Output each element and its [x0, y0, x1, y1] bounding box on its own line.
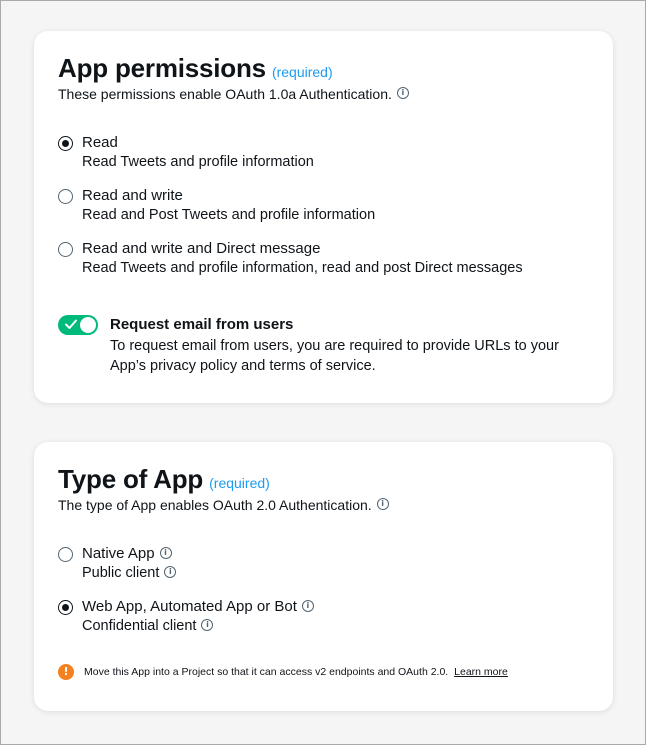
app-type-option-label: [82, 598, 314, 615]
info-icon[interactable]: i: [201, 619, 213, 631]
warning-icon: !: [58, 664, 74, 680]
radio-read-write-dm[interactable]: [58, 242, 73, 257]
permissions-title: App permissions: [58, 53, 266, 83]
radio-native-app[interactable]: [58, 547, 73, 562]
web-app-label: Web App, Automated App or Bot: [82, 598, 297, 615]
toggle-knob: [80, 317, 96, 333]
confidential-client-label: Confidential client: [82, 618, 197, 634]
permission-option-label: Read: [82, 134, 118, 151]
info-icon[interactable]: i: [164, 566, 176, 578]
app-type-description: [58, 497, 389, 513]
native-app-label: Native App: [82, 545, 155, 562]
permission-option-label: Read and write: [82, 187, 183, 204]
app-type-option-label: [82, 545, 172, 562]
info-icon[interactable]: i: [377, 498, 389, 510]
app-type-description-text: The type of App enables OAuth 2.0 Authentication.: [58, 497, 372, 513]
project-notice: [58, 664, 508, 680]
info-icon[interactable]: i: [397, 87, 409, 99]
permission-option-sub: Read and Post Tweets and profile information: [82, 207, 376, 223]
public-client-label: Public client: [82, 565, 160, 581]
radio-web-app[interactable]: [58, 600, 73, 615]
check-icon: [64, 317, 78, 331]
permissions-title-row: [58, 53, 333, 84]
app-type-required-label: (required): [209, 475, 270, 491]
request-email-toggle[interactable]: [58, 315, 98, 335]
request-email-description: To request email from users, you are required to provide URLs to your App’s privacy policy and terms of service.: [110, 338, 559, 374]
app-permissions-card: [34, 31, 613, 403]
permissions-required-label: (required): [271, 64, 333, 80]
notice-text: [84, 666, 508, 678]
radio-read[interactable]: [58, 136, 73, 151]
learn-more-link[interactable]: Learn more: [454, 666, 508, 678]
type-of-app-card: [34, 442, 613, 711]
permission-option-sub: Read Tweets and profile information: [82, 154, 314, 170]
permissions-description: [58, 86, 409, 102]
app-type-title-row: [58, 464, 270, 495]
permissions-description-text: These permissions enable OAuth 1.0a Authentication.: [58, 86, 392, 102]
radio-read-write[interactable]: [58, 189, 73, 204]
info-icon[interactable]: i: [160, 547, 172, 559]
permission-option-sub: Read Tweets and profile information, read and post Direct messages: [82, 260, 523, 276]
app-type-title: Type of App: [58, 464, 204, 494]
permission-option-label: Read and write and Direct message: [82, 240, 321, 257]
info-icon[interactable]: i: [302, 600, 314, 612]
app-type-option-sub: [82, 565, 176, 581]
app-type-option-sub: [82, 618, 213, 634]
notice-message: Move this App into a Project so that it can access v2 endpoints and OAuth 2.0.: [84, 666, 449, 678]
request-email-label: Request email from users: [110, 316, 294, 333]
